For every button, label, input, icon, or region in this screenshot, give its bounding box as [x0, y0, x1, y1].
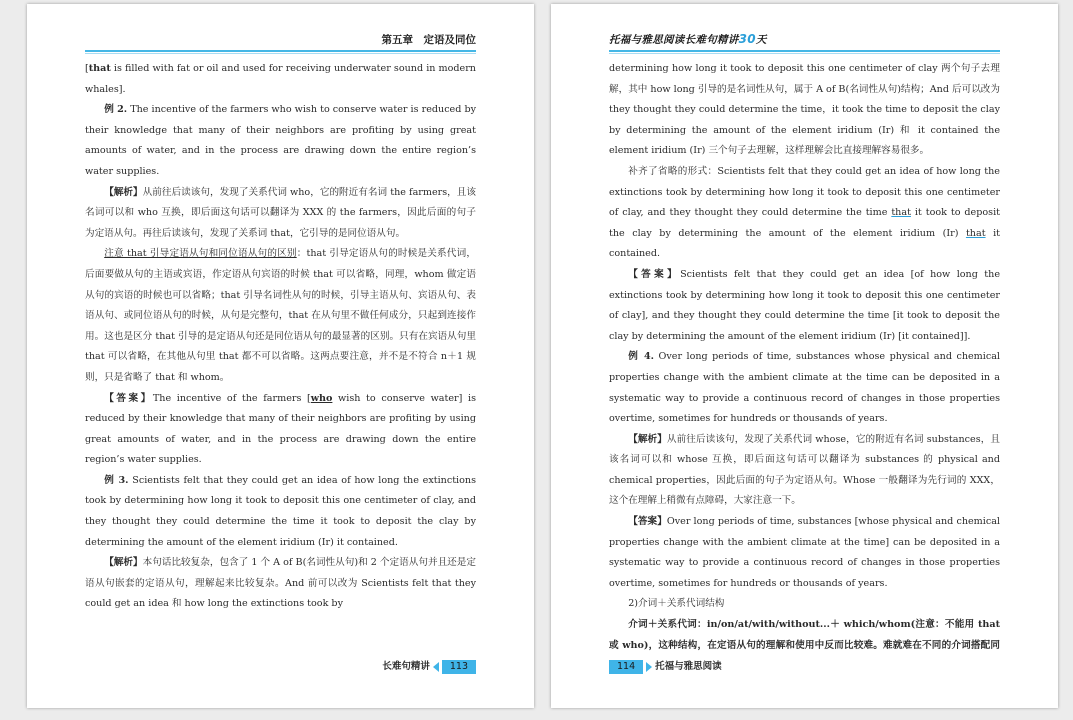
- header-rule: [609, 50, 1000, 52]
- footer-label: 长难句精讲: [382, 661, 430, 672]
- chapter-header: 第五章 定语及同位: [381, 34, 476, 46]
- page-body: [85, 59, 476, 658]
- example-2: 例 2. The incentive of the farmers who wish to conserve water is reduced by their knowledge that many of their neighbors are profiting by using great amounts of water, and in the process are drawing down the entire region’s water supplies.: [85, 104, 476, 177]
- example-3: 例 3. Scientists felt that they could get an idea of how long the extinctions took by determining how long it took to deposit this one centimeter of clay, and they thought they could determine the time it took to deposit the clay by determining the amount of the element iridium (Ir) it contained.: [85, 474, 476, 548]
- page-number: 114: [609, 660, 643, 674]
- answer-paragraph: 【答案】Over long periods of time, substances [whose physical and chemical properties change with the ambient climate at the time] can be deposited in a systematic way to provide a continuous record of changes in those properties overtime, sometimes for hundreds or thousands of years.: [609, 516, 1000, 589]
- page-number: 113: [442, 660, 476, 674]
- completed-form-paragraph: 补齐了省略的形式：Scientists felt that they could get an idea of how long the extinctions took by determining how long it took to deposit this one centimeter of clay, and they thought they could determine the time that it took to deposit the clay by determining the amount of the element iridium (Ir) that it contained.: [609, 165, 1000, 260]
- note-paragraph: 注意 that 引导定语从句和同位语从句的区别：that 引导定语从句的时候是关系代词，后面要做从句的主语或宾语，作定语从句宾语的时候 that 可以省略，同理，whom 做定语从句的宾语的时候也可以省略；that 引导名词性从句的时候，引导主语从句、宾语从句、表语从句、或同位语从句的时候，从句是完整句，that 在从句里不做任何成分，只起到连接作用。这也是区分 that 引导的是定语从句还是同位语从句的最显著的区别。只有在宾语从句里 that 可以省略，在其他从句里 that 都不可以省略。这两点要注意，并不是不符合 n＋1 规则，只是省略了 that 和 whom。: [85, 248, 476, 383]
- triangle-right-icon: [646, 662, 652, 672]
- right-page: [551, 4, 1058, 708]
- paragraph: determining how long it took to deposit this one centimeter of clay 两个句子去理解，其中 how long 引导的是名词性从句，属于 A of B(名词性从句)结构；And 后可以改为 they thought they could determine the time，it took the time to deposit the clay by determining the amount of the element iridium (Ir) 和 it contained the element iridium (Ir) 三个句子去理解，这样理解会比直接理解容易很多。: [609, 63, 1000, 157]
- analysis-paragraph: 【解析】本句话比较复杂，包含了 1 个 A of B(名词性从句)和 2 个定语从句并且还是定语从句嵌套的定语从句，理解起来比较复杂。And 前可以改为 Scientists felt that they could get an idea 和 how long the extinctions took by: [85, 557, 476, 610]
- triangle-left-icon: [433, 662, 439, 672]
- header-rule: [85, 50, 476, 52]
- left-page: [27, 4, 534, 708]
- section-heading: 2)介词＋关系代词结构: [628, 598, 725, 610]
- analysis-paragraph: 【解析】从前往后读该句，发现了关系代词 whose，它的附近有名词 substances，且该名词可以和 whose 互换，即后面这句话可以翻译为 substances 的 physical and chemical properties，因此后面的句子为定语从句。Whose 一般翻译为先行词的 XXX，这个在理解上稍微有点障碍，大家注意一下。: [609, 433, 1000, 507]
- example-4: 例 4. Over long periods of time, substances whose physical and chemical properties change with the ambient climate at the time can be deposited in a systematic way to provide a continuous record of changes in those properties overtime, sometimes for hundreds or thousands of years.: [609, 351, 1000, 425]
- analysis-paragraph: 【解析】从前往后读该句，发现了关系代词 who，它的附近有名词 the farmers，且该名词可以和 who 互换，即后面这句话可以翻译为 XXX 的 the farmers，因此后面的句子为定语从句。再往后读该句，发现了关系词 that，它引导的是同位语从句。: [85, 186, 476, 239]
- answer-paragraph: 【答案】Scientists felt that they could get an idea [of how long the extinctions took by determining how long it took to deposit this one centimeter of clay], and they thought they could determine the time [it took to deposit the clay by determining the amount of the element iridium (Ir) [it contained]].: [609, 268, 1000, 342]
- page-footer: [609, 660, 722, 674]
- page-body: [609, 59, 1000, 658]
- answer-paragraph: 【答案】The incentive of the farmers [who wish to conserve water] is reduced by their knowledge that many of their neighbors are profiting by using great amounts of water, and in the process are drawing down the entire region’s water supplies.: [85, 392, 476, 466]
- book-title-header: 托福与雅思阅读长难句精讲30天: [609, 32, 767, 46]
- rule-paragraph: 介词＋关系代词：in/on/at/with/without...＋ which/whom(注意：不能用 that 或 who)，这种结构，在定语从句的理解和使用中反而比较难。难就难在不同的介词搭配同: [609, 619, 1000, 651]
- page-footer: [382, 660, 476, 674]
- footer-label: 托福与雅思阅读: [655, 661, 722, 672]
- paragraph: [that is filled with fat or oil and used for receiving underwater sound in modern whales].: [85, 63, 476, 95]
